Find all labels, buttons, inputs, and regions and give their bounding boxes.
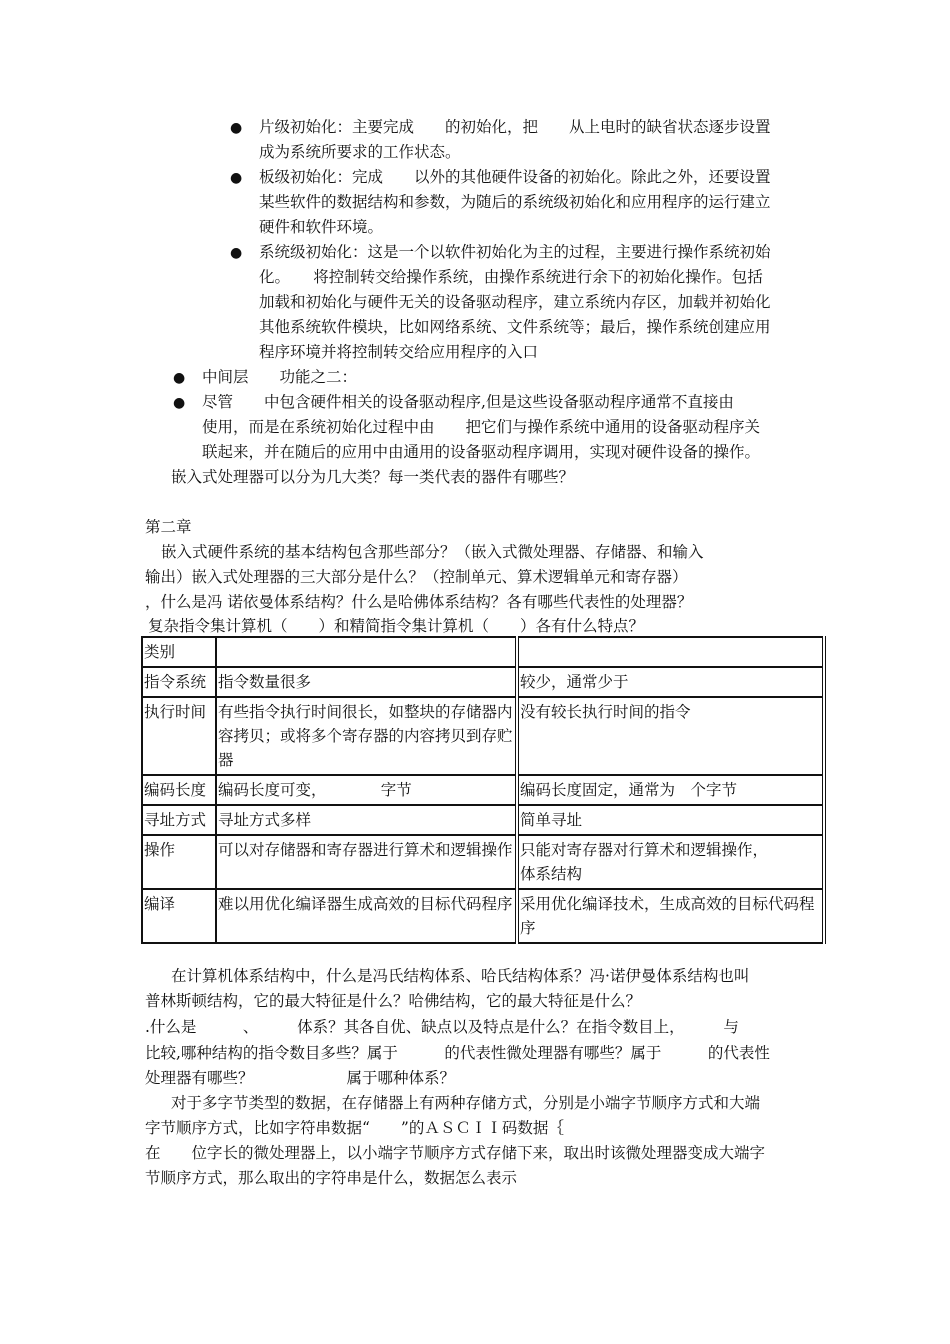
table-cell (517, 637, 824, 667)
paragraph-line: 在 位字长的微处理器上，以小端字节顺序方式存储下来，取出时该微处理器变成大端字 (145, 1144, 766, 1162)
bullet-text: 硬件和软件环境。 (259, 218, 384, 236)
bullet-dot: ● (173, 395, 186, 411)
table-row (142, 667, 824, 697)
bullet-text: 其他系统软件模块，比如网络系统、文件系统等；最后，操作系统创建应用 (259, 318, 771, 336)
paragraph-line: 处理器有哪些？ 属于哪种体系？ (145, 1069, 456, 1087)
paragraph-line: 嵌入式硬件系统的基本结构包含那些部分？（嵌入式微处理器、存储器、和输入 (161, 543, 704, 561)
paragraph-line: 比较,哪种结构的指令数目多些？属于 的代表性微处理器有哪些？属于 的代表性 (145, 1044, 770, 1062)
question-text: 嵌入式处理器可以分为几大类？每一类代表的器件有哪些？ (171, 468, 575, 486)
bullet-text: 中间层 功能之二： (202, 368, 358, 386)
bullet-dot: ● (230, 120, 243, 136)
table-cell: 寻址方式 (142, 805, 216, 835)
table-cell: 指令系统 (142, 667, 216, 697)
table-cell: 编码长度可变， 字节 (216, 775, 517, 805)
bullet-dot: ● (230, 245, 243, 261)
paragraph-line: 对于多字节类型的数据，在存储器上有两种存储方式，分别是小端字节顺序方式和大端 (171, 1094, 761, 1112)
table-cell: 编码长度固定，通常为 个字节 (517, 775, 824, 805)
table-row (142, 775, 824, 805)
bullet-text: 尽管 中包含硬件相关的设备驱动程序,但是这些设备驱动程序通常不直接由 (202, 393, 734, 411)
paragraph-line: ，什么是冯 诺依曼体系结构？什么是哈佛体系结构？各有哪些代表性的处理器？ (145, 593, 693, 611)
table-cell: 编码长度 (142, 775, 216, 805)
paragraph-line: 节顺序方式，那么取出的字符串是什么，数据怎么表示 (145, 1169, 518, 1187)
table-cell: 可以对存储器和寄存器进行算术和逻辑操作 (216, 835, 517, 889)
table-cell: 类别 (142, 637, 216, 667)
table-cell: 寻址方式多样 (216, 805, 517, 835)
table-row (142, 835, 824, 889)
bullet-text: 某些软件的数据结构和参数，为随后的系统级初始化和应用程序的运行建立 (259, 193, 771, 211)
bullet-text: 板级初始化：完成 以外的其他硬件设备的初始化。除此之外，还要设置 (259, 168, 771, 186)
bullet-text: 程序环境并将控制转交给应用程序的入口 (259, 343, 539, 361)
table-cell: 操作 (142, 835, 216, 889)
paragraph-line: 普林斯顿结构，它的最大特征是什么？哈佛结构，它的最大特征是什么？ (145, 992, 642, 1010)
table-row (142, 637, 824, 667)
table-row (142, 805, 824, 835)
table-cell: 采用优化编译技术，生成高效的目标代码程序 (517, 889, 824, 943)
paragraph-line: 输出）嵌入式处理器的三大部分是什么？（控制单元、算术逻辑单元和寄存器） (145, 568, 688, 586)
table-cell: 简单寻址 (517, 805, 824, 835)
table-cell: 难以用优化编译器生成高效的目标代码程序 (216, 889, 517, 943)
table-row (142, 889, 824, 943)
bullet-text: 使用，而是在系统初始化过程中由 把它们与操作系统中通用的设备驱动程序关 (202, 418, 761, 436)
table-cell: 只能对寄存器对行算术和逻辑操作， 体系结构 (517, 835, 824, 889)
bullet-dot: ● (230, 170, 243, 186)
bullet-text: 系统级初始化：这是一个以软件初始化为主的过程，主要进行操作系统初始 (259, 243, 771, 261)
table-cell: 指令数量很多 (216, 667, 517, 697)
table-cell: 执行时间 (142, 697, 216, 775)
paragraph-line: 在计算机体系结构中，什么是冯氏结构体系、哈氏结构体系？冯·诺伊曼体系结构也叫 (171, 967, 750, 985)
bullet-text: 加载和初始化与硬件无关的设备驱动程序，建立系统内存区，加载并初始化 (259, 293, 771, 311)
bullet-text: 化。 将控制转交给操作系统，由操作系统进行余下的初始化操作。包括 (259, 268, 763, 286)
cisc-risc-table (141, 636, 854, 944)
paragraph-line: .什么是 、 体系？其各自优、缺点以及特点是什么？在指令数目上， 与 (145, 1018, 739, 1036)
bullet-text: 联起来，并在随后的应用中由通用的设备驱动程序调用，实现对硬件设备的操作。 (202, 443, 761, 461)
chapter-title: 第二章 (145, 518, 192, 536)
table-row (142, 697, 824, 775)
paragraph-line: 字节顺序方式，比如字符串数据“ ”的ＡＳＣＩＩ码数据｛ (145, 1119, 564, 1137)
table-cell: 编译 (142, 889, 216, 943)
bullet-text: 成为系统所要求的工作状态。 (259, 143, 461, 161)
table-cell: 较少，通常少于 (517, 667, 824, 697)
bullet-dot: ● (173, 370, 186, 386)
bullet-text: 片级初始化：主要完成 的初始化，把 从上电时的缺省状态逐步设置 (259, 118, 771, 136)
table-cell: 没有较长执行时间的指令 (517, 697, 824, 775)
paragraph-line: 复杂指令集计算机（ ）和精简指令集计算机（ ）各有什么特点？ (148, 617, 645, 635)
table-cell: 有些指令执行时间很长，如整块的存储器内容拷贝；或将多个寄存器的内容拷贝到存贮器 (216, 697, 517, 775)
table-cell (216, 637, 517, 667)
